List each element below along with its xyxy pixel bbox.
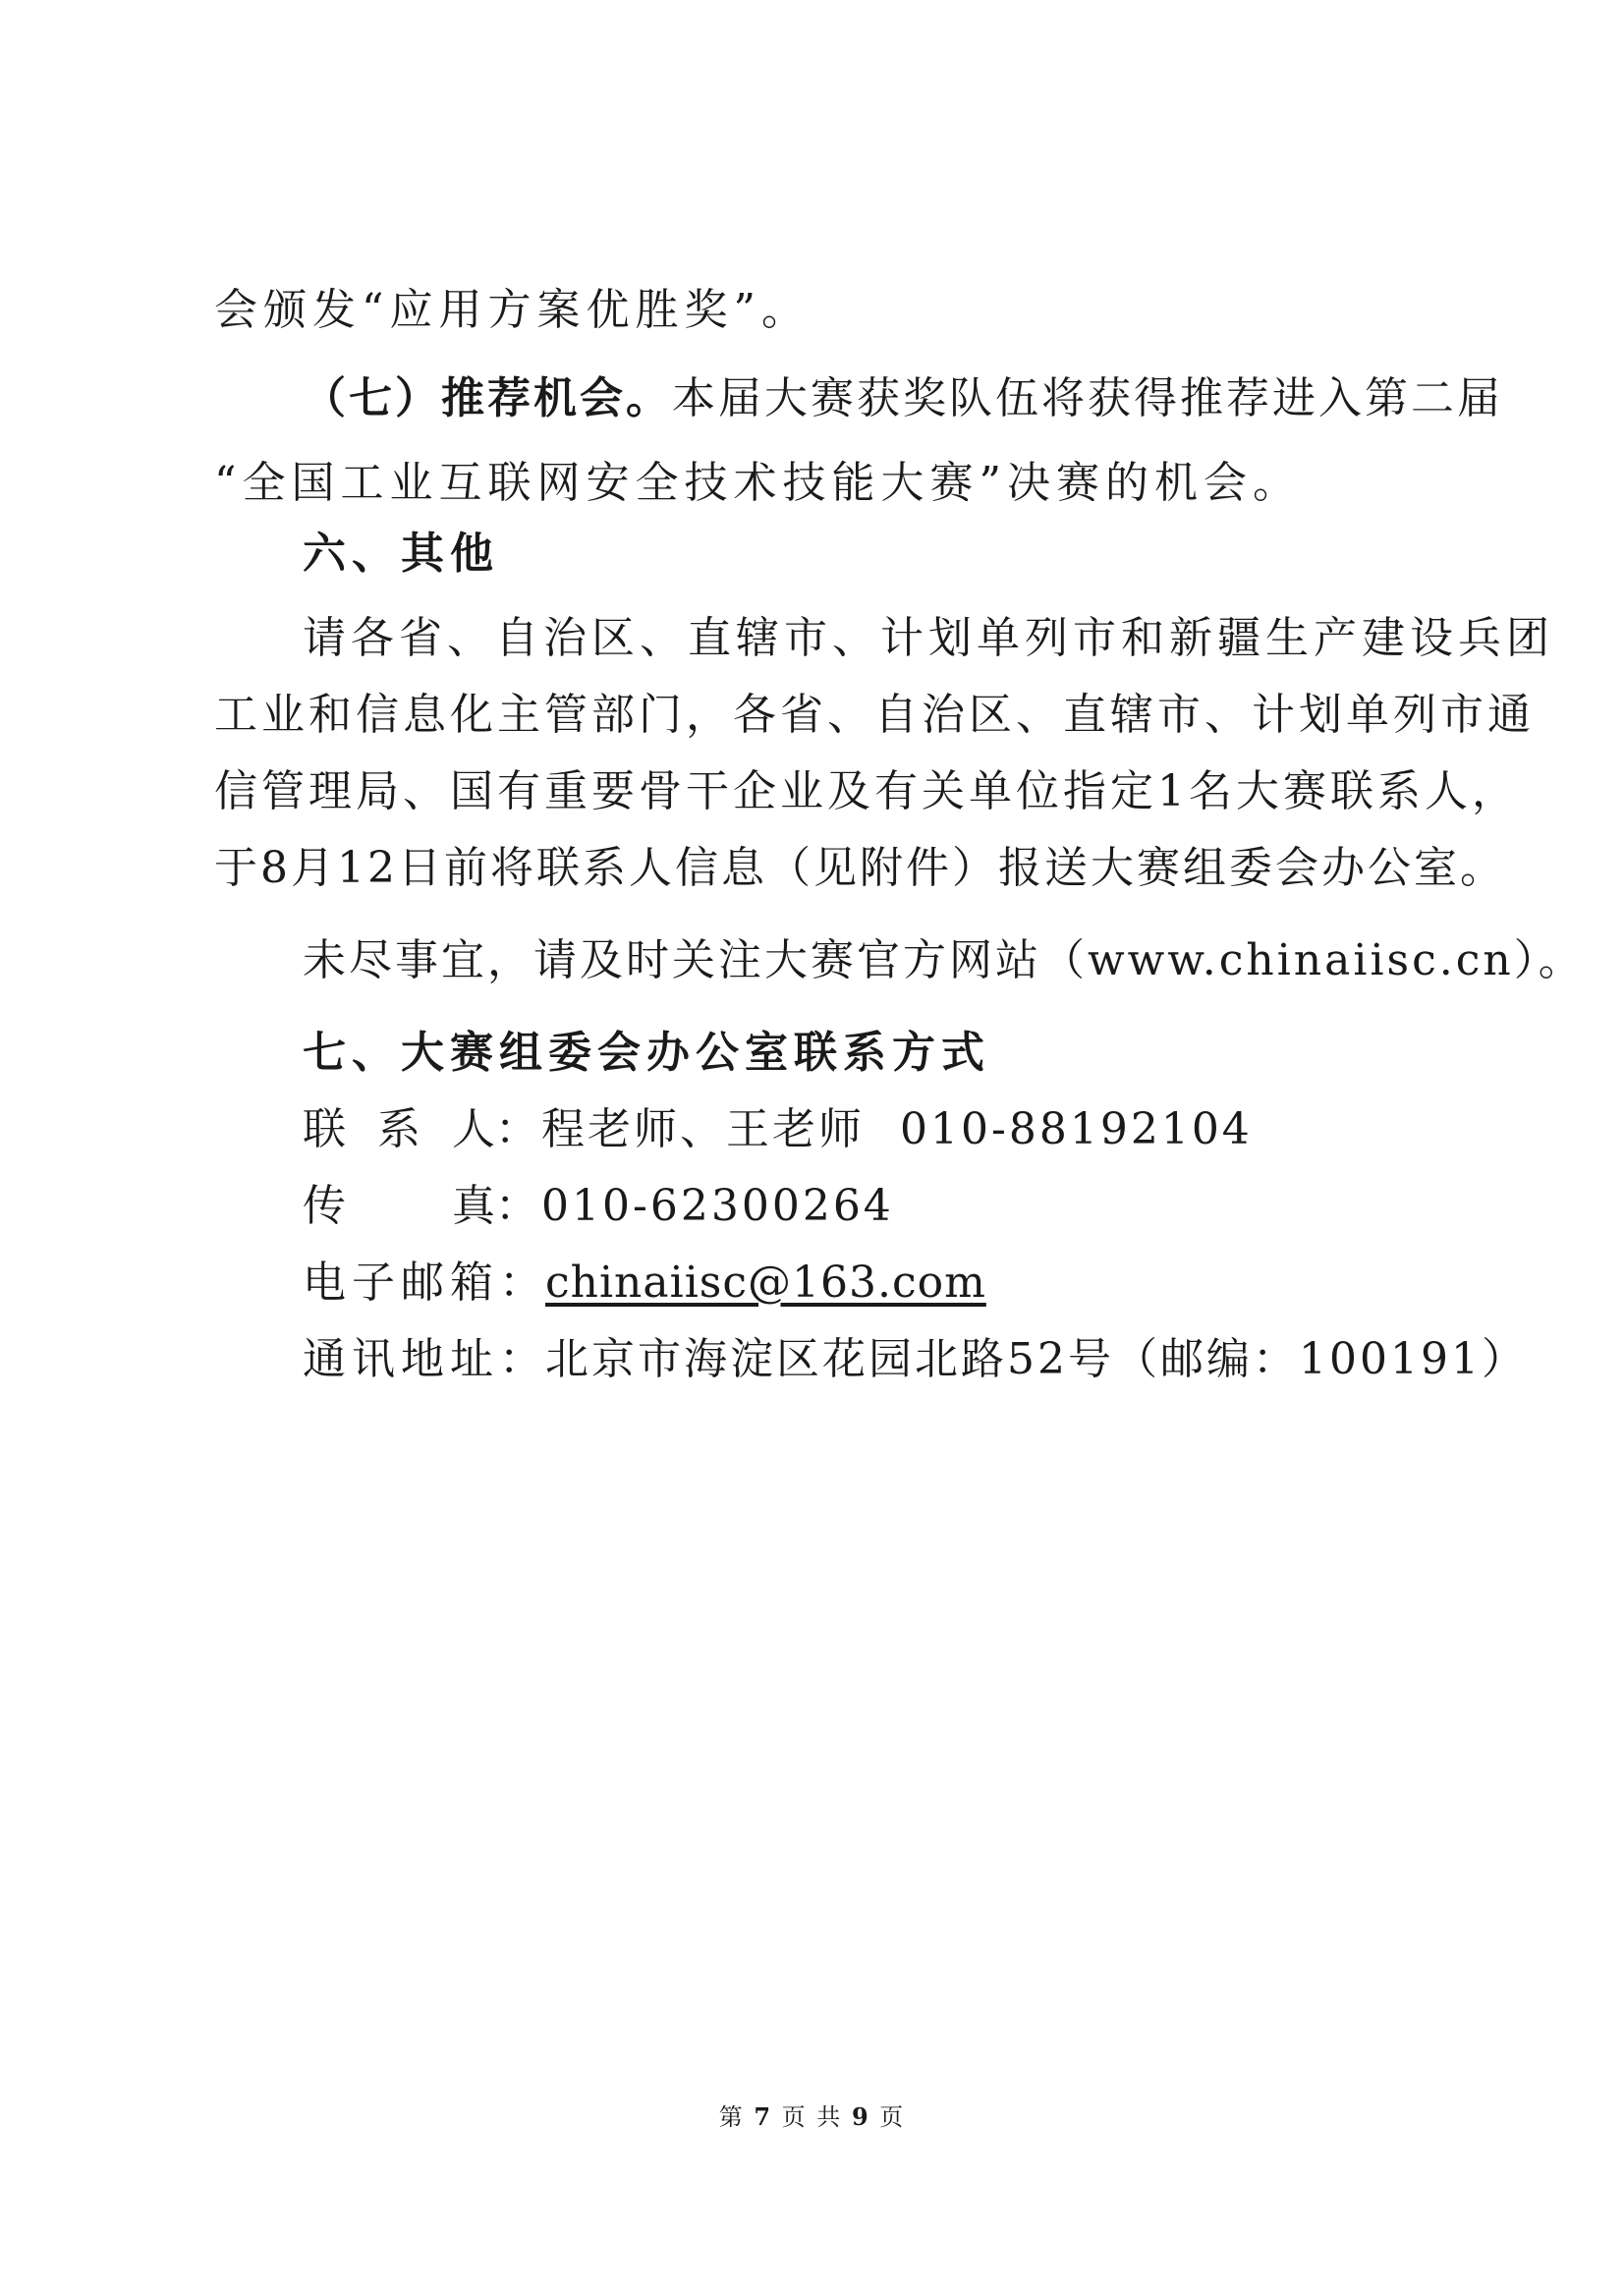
section-7-text-line1: 本届大赛获奖队伍将获得推荐进入第二届 xyxy=(672,373,1503,423)
section-7-heading: （七）推荐机会。 xyxy=(303,373,672,423)
contact-fax-value: 010-62300264 xyxy=(541,1181,894,1231)
other-paragraph-2: 未尽事宜，请及时关注大赛官方网站（www.chinaiisc.cn）。 xyxy=(303,935,1585,985)
contact-address-label: 通讯地址 xyxy=(303,1334,499,1384)
contact-address-value: 北京市海淀区花园北路52号（邮编：100191） xyxy=(545,1334,1528,1384)
contact-heading: 七、大赛组委会办公室联系方式 xyxy=(303,1028,990,1078)
award-paragraph-tail xyxy=(214,281,811,340)
contact-email-label: 电子邮箱 xyxy=(303,1258,499,1308)
contact-person-phone: 010-88192104 xyxy=(900,1104,1253,1154)
contact-fax-row: 传 真 ：010-62300264 xyxy=(303,1177,894,1236)
section-7-paragraph xyxy=(303,369,1503,428)
contact-email-row: 电子邮箱：chinaiisc@163.com xyxy=(303,1254,986,1313)
award-text: 会颁发“应用方案优胜奖”。 xyxy=(214,285,811,335)
contact-person-label: 联 系 人 xyxy=(303,1104,495,1154)
contact-person-value: 程老师、王老师 xyxy=(541,1104,865,1154)
section-7-line2: “全国工业互联网安全技术技能大赛”决赛的机会。 xyxy=(214,458,1302,508)
other-paragraph-line2: 工业和信息化主管部门，各省、自治区、直辖市、计划单列市通 xyxy=(214,690,1535,740)
contact-address-row: 通讯地址：北京市海淀区花园北路52号（邮编：100191） xyxy=(303,1330,1528,1389)
page-total-number: 9 xyxy=(851,2102,870,2131)
contact-fax-label: 传 真 xyxy=(303,1181,495,1231)
other-paragraph-line4: 于8月12日前将联系人信息（见附件）报送大赛组委会办公室。 xyxy=(214,843,1506,893)
section-other-heading: 六、其他 xyxy=(303,529,499,579)
page-current-number: 7 xyxy=(754,2102,773,2131)
page-footer: 第 7 页 共 9 页 xyxy=(718,2102,906,2131)
other-paragraph-line3: 信管理局、国有重要骨干企业及有关单位指定1名大赛联系人， xyxy=(214,766,1519,816)
contact-person-row: 联 系 人 ：程老师、王老师 010-88192104 xyxy=(303,1100,1253,1159)
other-paragraph-line1: 请各省、自治区、直辖市、计划单列市和新疆生产建设兵团 xyxy=(303,613,1554,663)
contact-email-link[interactable]: chinaiisc@163.com xyxy=(545,1258,986,1308)
